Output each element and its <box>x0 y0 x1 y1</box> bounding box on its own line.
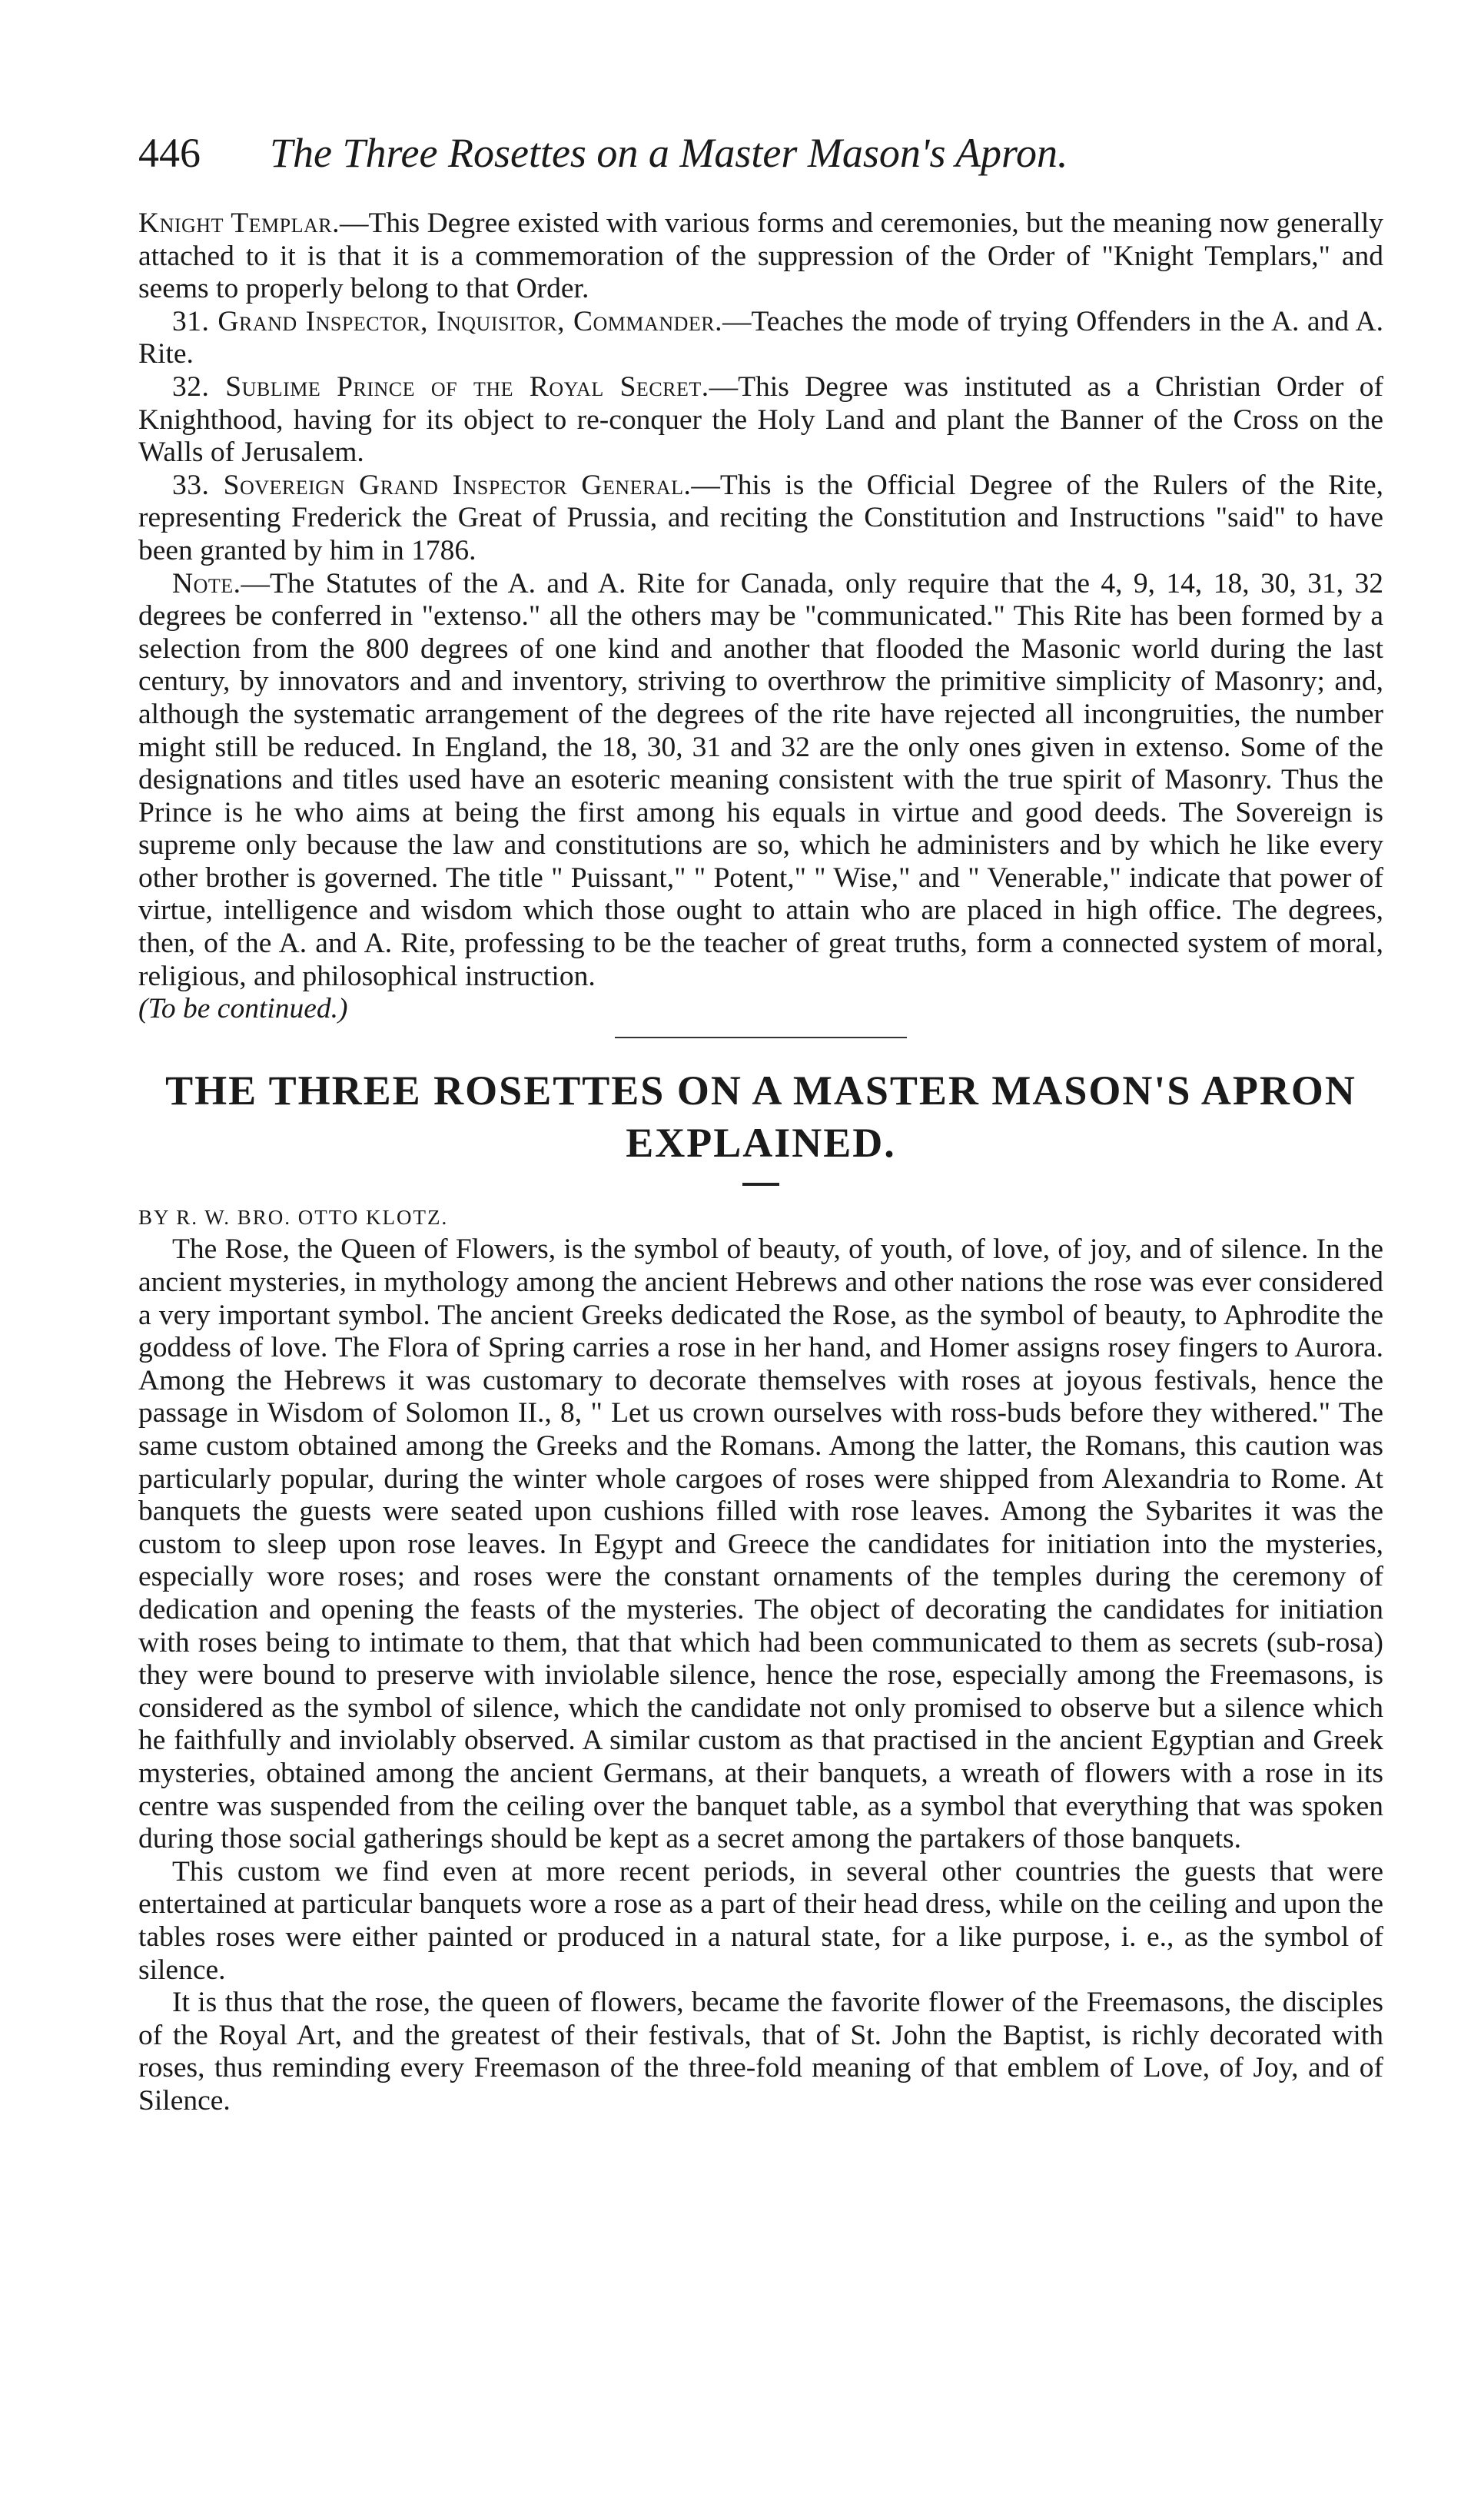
degree-entry <box>138 208 1383 306</box>
article-paragraph: This custom we find even at more recent periods, in several other countries the guests that were entertained at particular banquets wore a rose as a part of their head dress, while on the ceiling and upon the tables roses were either painted or produced in a natural state, for a like purpose, i. e., as the symbol of silence. <box>138 1855 1383 1986</box>
note-heading: Note. <box>172 567 241 599</box>
article-paragraph: The Rose, the Queen of Flowers, is the symbol of beauty, of youth, of love, of joy, and of silence. In the ancient mysteries, in mythology among the ancient Hebrews and other nations the rose was ever considered a very important symbol. The ancient Greeks dedicated the Rose, as the symbol of beauty, to Aphrodite the goddess of love. The Flora of Spring carries a rose in her hand, and Homer assigns rosey fingers to Aurora. Among the Hebrews it was customary to decorate themselves with roses at joyous festivals, hence the passage in Wisdom of Solomon II., 8, " Let us crown ourselves with ross-buds before they withered." The same custom obtained among the Greeks and the Romans. Among the latter, the Romans, this caution was particularly popular, during the winter whole cargoes of roses were shipped from Alexandria to Rome. At banquets the guests were seated upon cushions filled with rose leaves. Among the Sybarites it was the custom to sleep upon rose leaves. In Egypt and Greece the candidates for initiation into the mysteries, especially wore roses; and roses were the constant ornaments of the temples during the ceremony of dedication and opening the feasts of the mysteries. The object of decorating the candidates for initiation with roses being to intimate to them, that that which had been communicated to them as secrets (sub-rosa) they were bound to preserve with inviolable silence, hence the rose, especially among the Freemasons, is considered as the symbol of silence, which the candidate not only promised to observe but a silence which he faithfully and inviolably observed. A similar custom as that practised in the ancient Egyptian and Greek mysteries, obtained among the ancient Germans, at their banquets, a wreath of flowers with a rose in its centre was suspended from the ceiling over the banquet table, as a symbol that everything that was spoken during those social gatherings should be kept as a secret among the partakers of those banquets. <box>138 1233 1383 1855</box>
article-byline: BY R. W. BRO. OTTO KLOTZ. <box>138 1205 449 1229</box>
text-column <box>138 208 1383 2117</box>
degree-text: —This Degree existed with various forms and ceremonies, but the meaning now generally attached to it is that it is a commemoration of the suppression of the Order of "Knight Templars," and seems to properly belong to that Order. <box>138 208 1383 305</box>
degree-entry <box>138 371 1383 470</box>
title-rule <box>742 1183 779 1186</box>
continued-notice: (To be continued.) <box>138 993 348 1025</box>
degree-heading: 33. Sovereign Grand Inspector General. <box>172 469 692 501</box>
degree-text: —This Degree was instituted as a Christian Order of Knighthood, having for its object to re-conquer the Holy Land and plant the Banner of the Cross on the Walls of Jerusalem. <box>138 370 1383 469</box>
degree-heading: 32. Sublime Prince of the Royal Secret. <box>172 370 709 403</box>
article-title: THE THREE ROSETTES ON A MASTER MASON'S APRON EXPLAINED. <box>165 1067 1356 1166</box>
degree-entry <box>138 470 1383 568</box>
section-divider <box>615 1037 907 1038</box>
degree-heading: Knight Templar. <box>138 208 340 239</box>
running-title: The Three Rosettes on a Master Mason's Apron. <box>270 130 1068 176</box>
degree-text: —This is the Official Degree of the Rulers of the Rite, representing Frederick the Great of Prussia, and reciting the Constitution and Instructions "said" to have been granted by him in 1786. <box>138 469 1384 566</box>
page-number: 446 <box>138 130 201 176</box>
degree-heading: 31. Grand Inspector, Inquisitor, Commander. <box>172 305 722 337</box>
degree-text: —Teaches the mode of trying Offenders in the A. and A. Rite. <box>138 305 1383 370</box>
page-header <box>138 129 1383 177</box>
degree-entry <box>138 306 1383 371</box>
note-paragraph <box>138 568 1383 994</box>
article-paragraph: It is thus that the rose, the queen of flowers, became the favorite flower of the Freemasons, the disciples of the Royal Art, and the greatest of their festivals, that of St. John the Baptist, is richly decorated with roses, thus reminding every Freemason of the three-fold meaning of that emblem of Love, of Joy, and of Silence. <box>138 1987 1383 2117</box>
note-text: —The Statutes of the A. and A. Rite for Canada, only require that the 4, 9, 14, 18, 30, 31, 32 degrees be conferred in "extenso." all the others may be "communicated." This Rite has been formed by a selection from the 800 degrees of one kind and another that flooded the Masonic world during the last century, by innovators and and inventory, striving to overthrow the primitive simplicity of Masonry; and, although the systematic arrangement of the degrees of the rite have rejected all incongruities, the number might still be reduced. In England, the 18, 30, 31 and 32 are the only ones given in extenso. Some of the designations and titles used have an esoteric meaning consistent with the true spirit of Masonry. Thus the Prince is he who aims at being the first among his equals in virtue and good deeds. The Sovereign is supreme only because the law and constitutions are so, which he administers and by which he like every other brother is governed. The title " Puissant," " Potent," " Wise," and " Venerable," indicate that power of virtue, intelligence and wisdom which those ought to attain who are placed in high office. The degrees, then, of the A. and A. Rite, professing to be the teacher of great truths, form a connected system of moral, religious, and philosophical instruction. <box>138 567 1383 992</box>
